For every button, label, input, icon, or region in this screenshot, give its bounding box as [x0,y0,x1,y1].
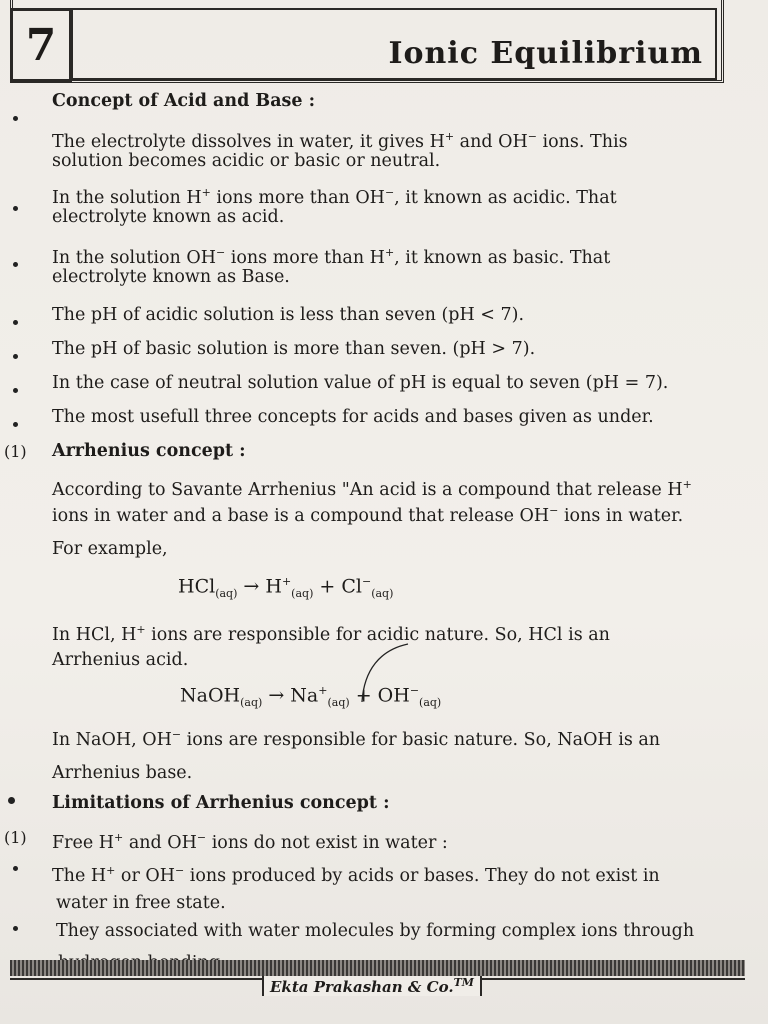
paragraph-line: In NaOH, OH− ions are responsible for basic nature. So, NaOH is an [52,728,661,750]
paragraph-line: The H+ or OH− ions produced by acids or bases. They do not exist in [52,864,660,886]
paragraph-line: In the case of neutral solution value of pH is equal to seven (pH = 7). [52,373,669,393]
paragraph-line: In the solution H+ ions more than OH−, it known as acidic. That [52,186,617,208]
bullet-marker [13,866,18,871]
paragraph-line: In HCl, H+ ions are responsible for acidic nature. So, HCl is an [52,623,610,645]
section-number: (1) [4,442,27,461]
paragraph-line: For example, [52,539,168,559]
title-box [72,8,717,80]
paragraph-line: The pH of basic solution is more than seven. (pH > 7). [52,339,536,359]
equation-hcl: $HCl_{(aq)} \to H^+_{(aq)} + Cl^-_{(aq)}$ [178,575,394,601]
paragraph-line: ions in water and a base is a compound that release OH− ions in water. [52,504,684,526]
paragraph-line: solution becomes acidic or basic or neutral. [52,151,441,171]
bullet-marker [13,206,18,211]
bullet-marker [13,262,18,267]
paragraph-line: Arrhenius base. [52,763,193,783]
section-heading-limitations: Limitations of Arrhenius concept : [52,793,390,813]
bullet-marker [13,926,18,931]
section-number: (1) [4,828,27,847]
paragraph-line: electrolyte known as Base. [52,267,290,287]
bullet-marker [13,422,18,427]
bullet-marker [13,388,18,393]
section-heading-concept: Concept of Acid and Base : [52,91,316,111]
paragraph-line: water in free state. [56,893,226,913]
bullet-marker [13,116,18,121]
pen-mark [350,640,430,710]
paragraph-line: According to Savante Arrhenius "An acid is a compound that release H+ [52,478,692,500]
section-heading-arrhenius: Arrhenius concept : [52,441,246,461]
bullet-marker [8,797,15,804]
paragraph-line: They associated with water molecules by forming complex ions through [56,921,695,941]
bullet-marker [13,320,18,325]
chapter-title: Ionic Equilibrium [388,36,703,71]
chapter-number: 7 [25,19,57,71]
paragraph-line: In the solution OH− ions more than H+, it known as basic. That [52,246,611,268]
equation-naoh: NaOH$_{(aq)}$ → $Na^+_{(aq)} + OH^-_{(aq)}$ [180,684,442,710]
paragraph-line: Arrhenius acid. [52,650,189,670]
paragraph-line: The pH of acidic solution is less than seven (pH < 7). [52,305,525,325]
footer-band [10,960,745,976]
bullet-marker [13,354,18,359]
paragraph-line: The most usefull three concepts for acids and bases given as under. [52,407,654,427]
publisher-label: Ekta Prakashan & Co.™ [262,976,482,996]
chapter-number-box [10,8,72,82]
paragraph-line: The electrolyte dissolves in water, it gives H+ and OH− ions. This [52,130,628,152]
paragraph-line: electrolyte known as acid. [52,207,285,227]
paragraph-line: Free H+ and OH− ions do not exist in water : [52,831,448,853]
